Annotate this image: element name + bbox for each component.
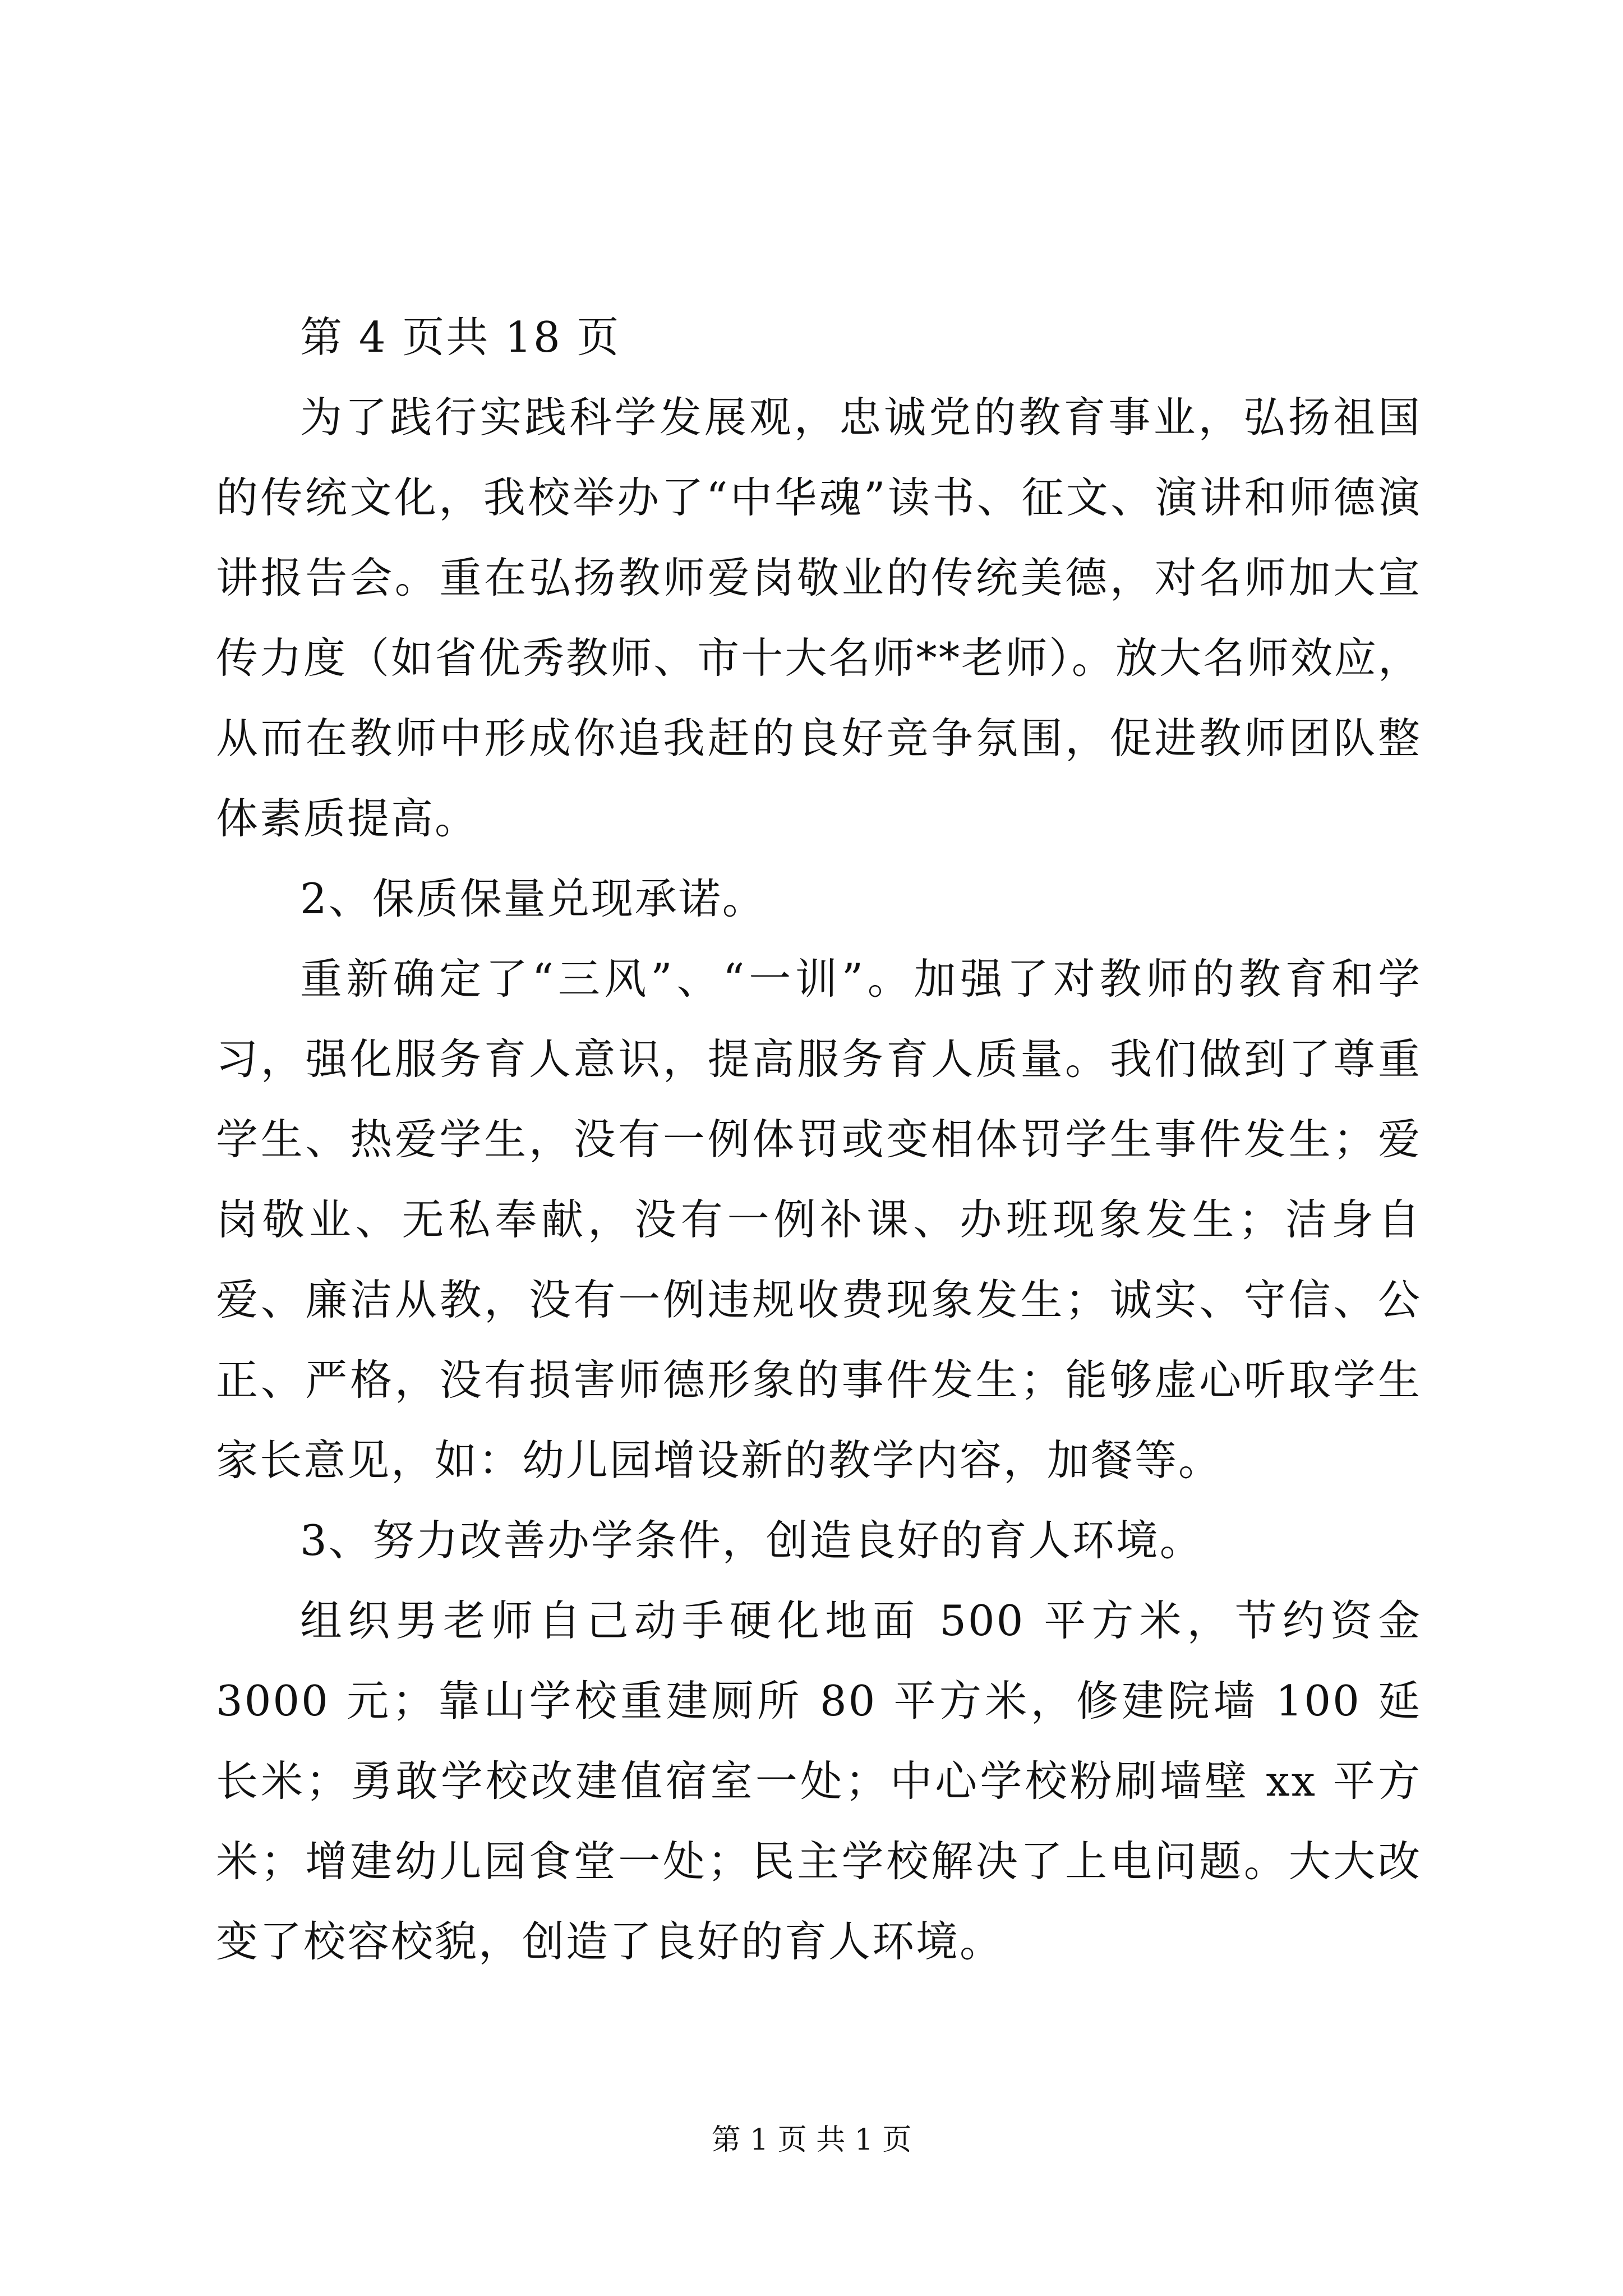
page-footer: 第 1 页 共 1 页 (711, 2123, 912, 2157)
paragraph-1: 为了践行实践科学发展观，忠诚党的教育事业，弘扬祖国的传统文化，我校举办了“中华魂”读书、征文、演讲和师德演讲报告会。重在弘扬教师爱岗敬业的传统美德，对名师加大宣传力度（如省优秀教师、市十大名师**老师）。放大名师效应，从而在教师中形成你追我赶的良好竞争氛围，促进教师团队整体素质提高。 (216, 393, 1422, 843)
document-body (216, 297, 1422, 1982)
paragraph-3: 重新确定了“三风”、“一训”。加强了对教师的教育和学习，强化服务育人意识，提高服务育人质量。我们做到了尊重学生、热爱学生，没有一例体罚或变相体罚学生事件发生；爱岗敬业、无私奉献，没有一例补课、办班现象发生；洁身自爱、廉洁从教，没有一例违规收费现象发生；诚实、守信、公正、严格，没有损害师德形象的事件发生；能够虚心听取学生家长意见，如：幼儿园增设新的教学内容，加餐等。 (216, 954, 1422, 1485)
paragraph-5: 组织男老师自己动手硬化地面 500 平方米，节约资金 3000 元；靠山学校重建厕所 80 平方米，修建院墙 100 延长米；勇敢学校改建值宿室一处；中心学校粉刷墙壁 xx 平方米；增建幼儿园食堂一处；民主学校解决了上电问题。大大改变了校容校貌，创造了良好的育人环境。 (216, 1596, 1422, 1966)
paragraph-4-heading: 3、努力改善办学条件，创造良好的育人环境。 (300, 1516, 1204, 1565)
paragraph-2-heading: 2、保质保量兑现承诺。 (300, 874, 766, 923)
page-header-line: 第 4 页共 18 页 (300, 312, 621, 362)
